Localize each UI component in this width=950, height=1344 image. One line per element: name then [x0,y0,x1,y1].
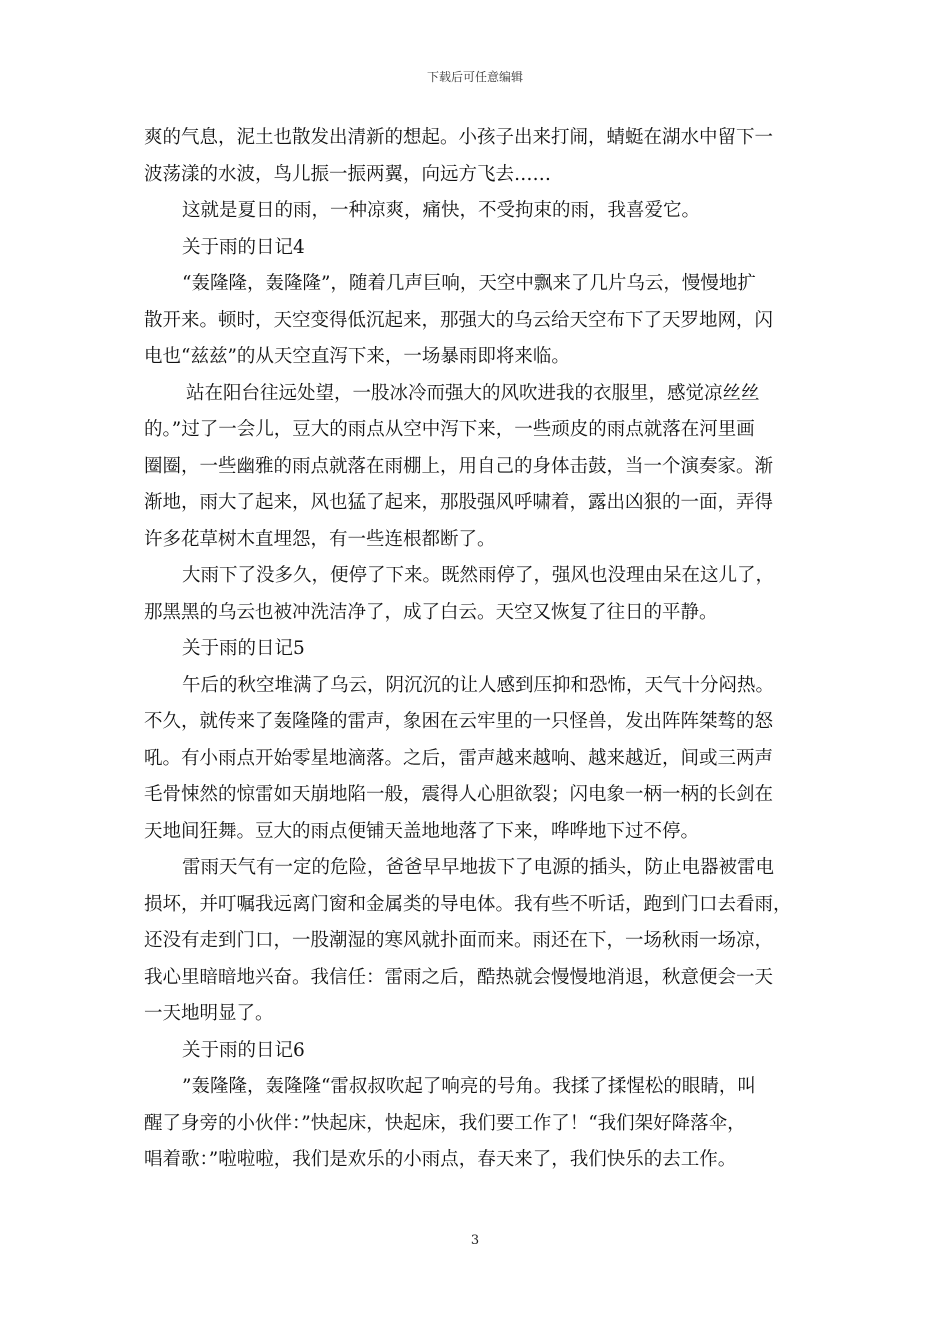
text-line: 不久，就传来了轰隆隆的雷声，象困在云牢里的一只怪兽，发出阵阵桀骜的怒 [144,711,774,732]
document-body [144,120,808,1179]
text-line: 还没有走到门口，一股潮湿的寒风就扑面而来。雨还在下，一场秋雨一场凉， [144,930,774,951]
text-line: 散开来。顿时，天空变得低沉起来，那强大的乌云给天空布下了天罗地网，闪 [144,309,774,331]
text-line: 损坏，并叮嘱我远离门窗和金属类的导电体。我有些不听话，跑到门口去看雨， [144,893,792,915]
text-line: 一天地明显了。 [144,1003,274,1024]
text-line: “轰隆隆，轰隆隆”，随着几声巨响，天空中飘来了几片乌云，慢慢地扩 [182,273,756,294]
text-line: ”轰隆隆，轰隆隆“雷叔叔吹起了响亮的号角。我揉了揉惺松的眼睛，叫 [182,1076,756,1097]
text-line: 圈圈，一些幽雅的雨点就落在雨棚上，用自己的身体击鼓，当一个演奏家。渐 [144,455,774,477]
text-line: 醒了身旁的小伙伴：”快起床，快起床，我们要工作了！“我们架好降落伞， [144,1112,746,1134]
section-heading: 关于雨的日记4 [182,236,305,258]
text-line: 午后的秋空堆满了乌云，阴沉沉的让人感到压抑和恐怖，天气十分闷热。 [182,674,775,696]
text-line: 毛骨悚然的惊雷如天崩地陷一般，震得人心胆欲裂；闪电象一柄一柄的长剑在 [144,784,774,805]
text-line: 唱着歌：”啦啦啦，我们是欢乐的小雨点，春天来了，我们快乐的去工作。 [144,1149,737,1170]
text-line: 吼。有小雨点开始零星地滴落。之后，雷声越来越响、越来越近，间或三两声 [144,747,774,769]
text-line: 我心里暗暗地兴奋。我信任：雷雨之后，酷热就会慢慢地消退，秋意便会一天 [144,966,774,988]
text-line: 雷雨天气有一定的危险，爸爸早早地拔下了电源的插头，防止电器被雷电 [182,857,775,878]
text-line: 这就是夏日的雨，一种凉爽，痛快，不受拘束的雨，我喜爱它。 [182,200,701,221]
text-line: 渐地，雨大了起来，风也猛了起来，那股强风呼啸着，露出凶狠的一面，弄得 [144,492,774,513]
text-line: 许多花草树木直埋怨，有一些连根都断了。 [144,528,496,550]
text-line: 天地间狂舞。豆大的雨点便铺天盖地地落了下来，哗哗地下过不停。 [144,820,700,842]
text-line: 爽的气息，泥土也散发出清新的想起。小孩子出来打闹，蜻蜓在湖水中留下一 [144,127,774,148]
page-number: 3 [470,1233,480,1248]
text-line: 电也“兹兹”的从天空直泻下来，一场暴雨即将来临。 [144,346,570,367]
text-line: 波荡漾的水波，鸟儿振一振两翼，向远方飞去…… [144,163,552,185]
text-line: 大雨下了没多久，便停了下来。既然雨停了，强风也没理由呆在这儿了， [182,565,775,586]
section-heading: 关于雨的日记5 [182,638,305,659]
section-heading: 关于雨的日记6 [182,1039,305,1061]
page-header: 下载后可任意编辑 [426,70,523,84]
text-line: 站在阳台往远处望，一股冰冷而强大的风吹进我的衣服里，感觉凉丝丝 [186,382,760,404]
text-line: 的。”过了一会儿，豆大的雨点从空中泻下来，一些顽皮的雨点就落在河里画 [144,419,755,440]
text-line: 那黑黑的乌云也被冲洗洁净了，成了白云。天空又恢复了往日的平静。 [144,601,718,623]
